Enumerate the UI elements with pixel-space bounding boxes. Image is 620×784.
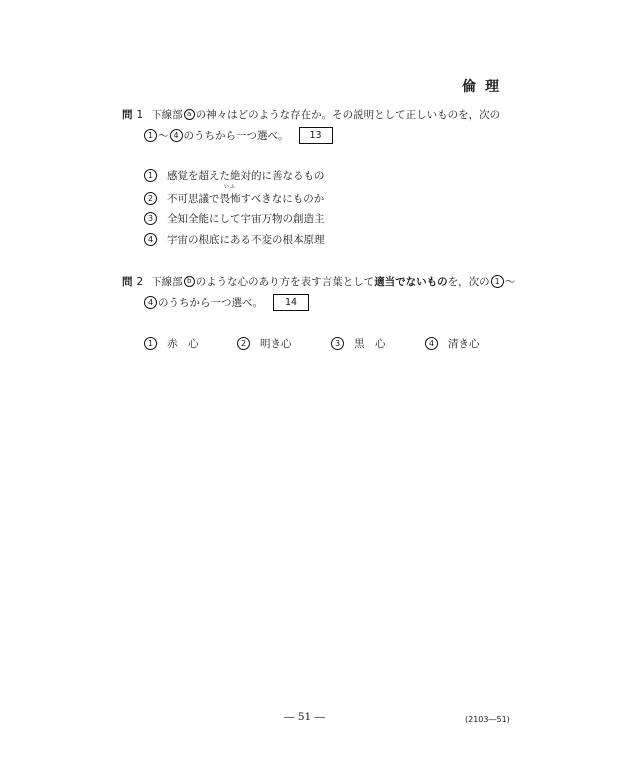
q2-emphasis: 適当でないもの — [374, 276, 448, 288]
q2-text-b: のような心のあり方を表す言葉として — [195, 276, 375, 288]
q1-answer-box[interactable]: 13 — [299, 127, 333, 144]
q1-line1 — [122, 107, 500, 122]
q1-option-1-text: 感覚を超えた絶対的に善なるもの — [167, 170, 325, 182]
q1-option-2-number: 2 — [144, 192, 157, 205]
q1-option-1[interactable] — [143, 168, 325, 183]
q1-range-start: 1 — [144, 129, 157, 142]
q2-answer-box[interactable]: 14 — [273, 294, 309, 311]
q1-text-a: 下線部 — [151, 109, 183, 121]
q2-line2 — [143, 294, 309, 311]
q1-option-2-ruby-word: いふ 畏怖 — [219, 184, 241, 205]
q1-option-2-text: 不可思議で いふ 畏怖すべきなにものか — [167, 184, 325, 205]
q2-line1 — [122, 274, 515, 289]
q2-option-2[interactable] — [236, 336, 292, 351]
q1-instruction: のうちから一つ選べ。 — [183, 130, 289, 142]
q2-option-4[interactable] — [424, 336, 480, 351]
q2-option-4-number: 4 — [425, 337, 438, 350]
q2-option-1-text: 赤 心 — [167, 338, 199, 350]
q2-text-a: 下線部 — [151, 276, 183, 288]
q2-option-2-number: 2 — [237, 337, 250, 350]
q2-range-end: 4 — [144, 296, 157, 309]
subject-title: 倫理 — [462, 79, 508, 95]
q2-range-sep: ～ — [504, 276, 516, 288]
q2-option-3[interactable] — [330, 336, 386, 351]
q1-line2 — [143, 127, 333, 144]
q1-option-4[interactable] — [143, 232, 325, 247]
q2-option-3-number: 3 — [331, 337, 344, 350]
q2-label: 問 2 — [122, 276, 144, 288]
exam-code: (2103―51) — [465, 715, 510, 724]
page-number: ― 51 ― — [284, 711, 326, 723]
q2-option-4-text: 清き心 — [448, 338, 480, 350]
q1-option-3-text: 全知全能にして宇宙万物の創造主 — [167, 213, 325, 225]
q1-option-2-ruby: いふ — [223, 184, 236, 190]
q2-range-start: 1 — [491, 275, 504, 288]
q1-underline-marker: a — [184, 109, 195, 120]
q2-option-1-number: 1 — [144, 337, 157, 350]
q1-option-3-number: 3 — [144, 212, 157, 225]
q1-label: 問 1 — [122, 109, 144, 121]
q1-option-3[interactable] — [143, 211, 325, 226]
q2-option-2-text: 明き心 — [260, 338, 292, 350]
q1-option-4-number: 4 — [144, 233, 157, 246]
q2-text-c: を，次の — [447, 276, 490, 288]
q1-option-1-number: 1 — [144, 169, 157, 182]
q2-option-1[interactable] — [143, 336, 199, 351]
q1-range-end: 4 — [170, 129, 183, 142]
q1-option-2[interactable] — [143, 184, 325, 206]
q2-underline-marker: b — [184, 276, 195, 287]
q2-instruction: のうちから一つ選べ。 — [158, 297, 263, 309]
q1-text-b: の神々はどのような存在か。その説明として正しいものを，次の — [195, 109, 501, 121]
q1-range-sep: ～ — [158, 130, 169, 142]
q1-option-4-text: 宇宙の根底にある不変の根本原理 — [167, 234, 325, 246]
q2-option-3-text: 黒 心 — [354, 338, 386, 350]
